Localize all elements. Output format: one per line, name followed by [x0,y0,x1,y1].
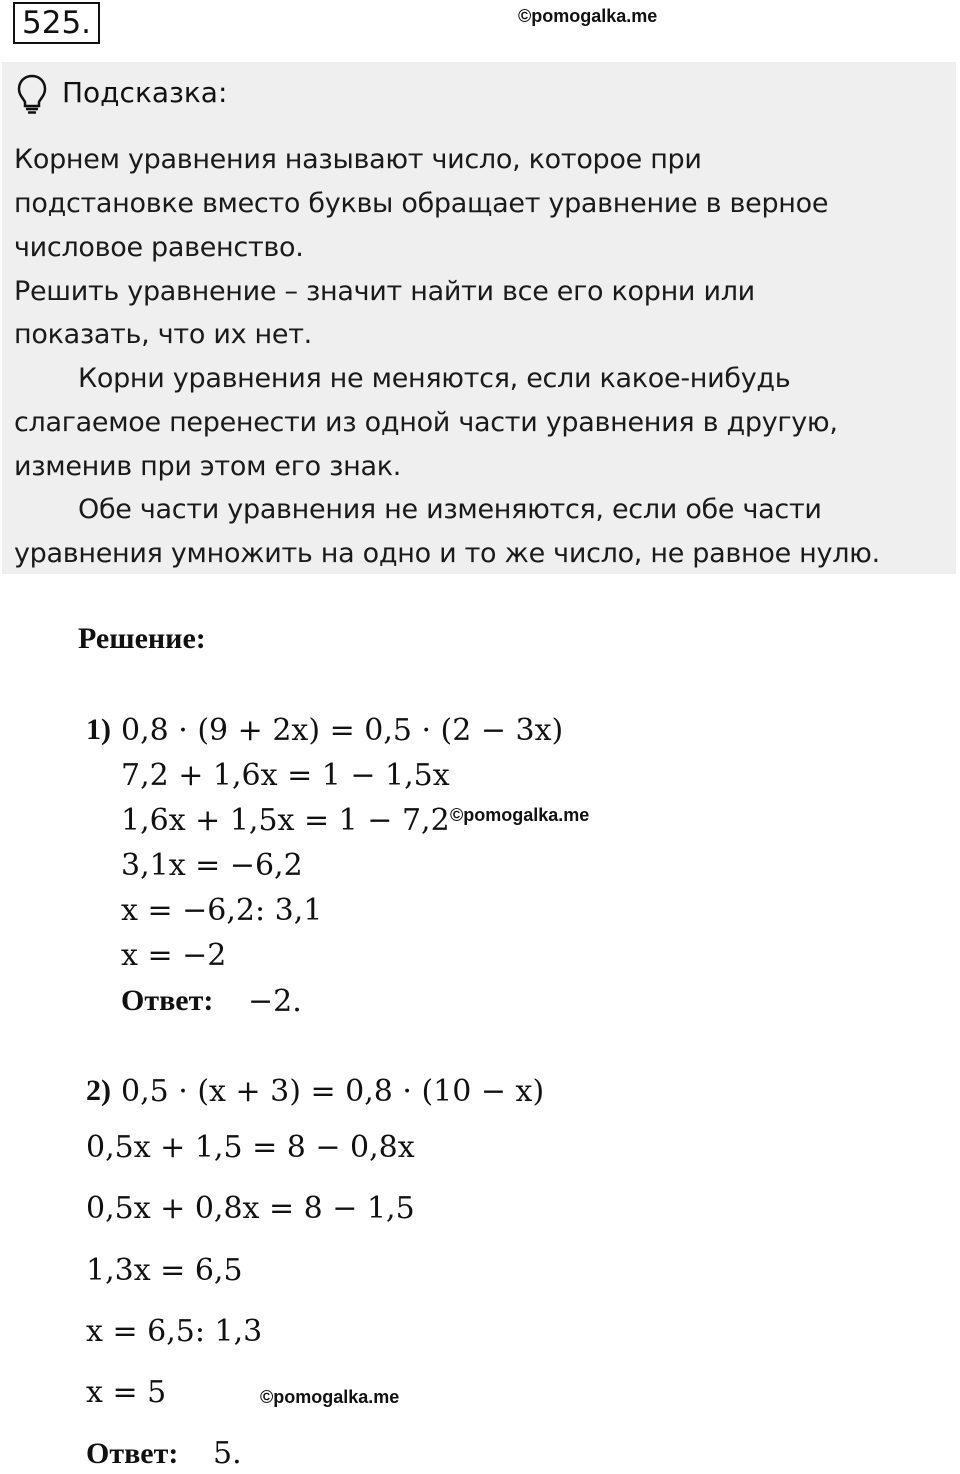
hint-line: изменив при этом его знак. [14,451,402,482]
hint-line: уравнения умножить на одно и то же число, не равное нулю. [14,538,880,569]
part-1-step: 0,8 · (9 + 2x) = 0,5 · (2 − 3x) [121,713,564,748]
part-1-step: 3,1x = −6,2 [121,848,303,883]
part-2-step: 0,5x + 1,5 = 8 − 0,8x [86,1130,415,1165]
watermark-bottom: ©pomogalka.me [260,1387,400,1407]
part-1-step: x = −6,2: 3,1 [121,893,323,928]
hint-line: Обе части уравнения не изменяются, если обе части [78,494,822,525]
hint-line: Корнем уравнения называют число, которое при [14,144,702,175]
part-2-step: x = 6,5: 1,3 [86,1314,263,1349]
hint-line: подстановке вместо буквы обращает уравнение в верное [14,188,829,219]
part-1-answer-value: −2. [248,984,302,1019]
part-1-step: 1,6x + 1,5x = 1 − 7,2 [121,803,450,838]
problem-number: 525. [13,2,100,44]
hint-title: Подсказка: [62,76,228,109]
hint-line: Решить уравнение – значит найти все его корни или [14,276,755,307]
part-2-answer-label: Ответ: [86,1437,179,1470]
part-2-answer-value: 5. [213,1436,242,1471]
hint-line: показать, что их нет. [14,319,312,350]
part-2-step: 0,5x + 0,8x = 8 − 1,5 [86,1191,415,1226]
part-1-label: 1) [86,713,111,746]
solution-title: Решение: [78,622,206,655]
part-2-step: 0,5 · (x + 3) = 0,8 · (10 − x) [121,1074,545,1109]
hint-line: Корни уравнения не меняются, если какое-нибудь [78,363,791,394]
part-2-label: 2) [86,1074,111,1107]
part-1-step: x = −2 [121,938,227,973]
hint-line: числовое равенство. [14,232,304,263]
part-2-step: 1,3x = 6,5 [86,1253,243,1288]
watermark-mid: ©pomogalka.me [450,805,590,825]
lightbulb-icon [16,74,48,114]
watermark-top: ©pomogalka.me [518,6,658,26]
part-1-step: 7,2 + 1,6x = 1 − 1,5x [121,758,450,793]
part-1-answer-label: Ответ: [121,984,214,1017]
hint-line: слагаемое перенести из одной части уравнения в другую, [14,407,838,438]
part-2-step: x = 5 [86,1375,167,1410]
